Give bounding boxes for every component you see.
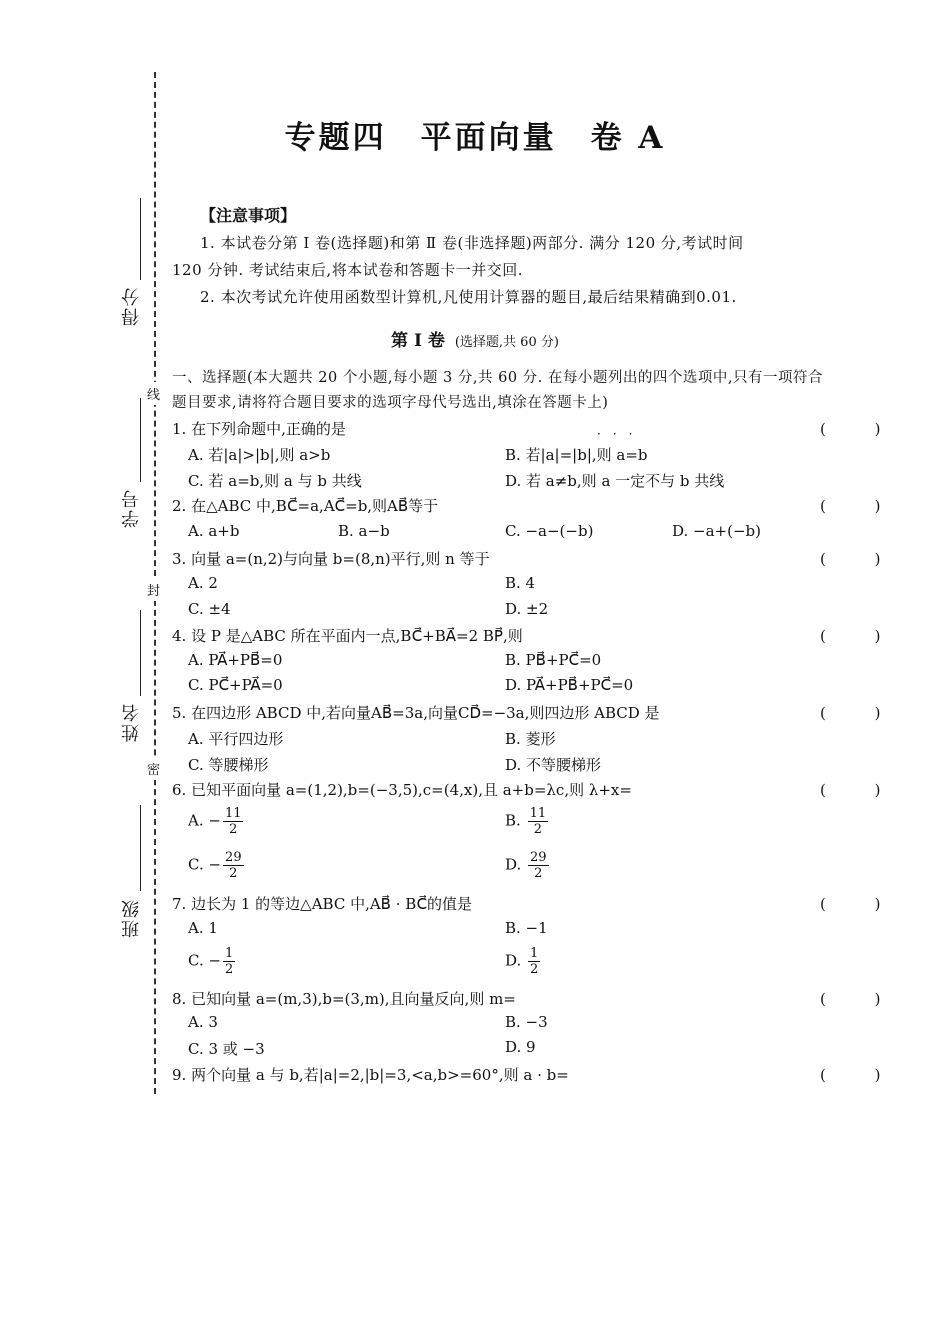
q3-option-b: B. 4 bbox=[505, 574, 536, 592]
q4-stem: 4. 设 P 是△ABC 所在平面内一点,BC⃗+BA⃗=2 BP⃗,则 bbox=[172, 627, 523, 645]
q3-stem: 3. 向量 a=(n,2)与向量 b=(8,n)平行,则 n 等于 bbox=[172, 550, 490, 568]
q6-option-d-prefix: D. bbox=[505, 855, 527, 874]
q7-option-d-prefix: D. bbox=[505, 951, 527, 970]
q6-d-numerator: 29 bbox=[530, 850, 547, 865]
q4-option-b: B. PB⃗+PC⃗=0 bbox=[505, 651, 602, 669]
q3-option-d: D. ±2 bbox=[505, 600, 549, 618]
q6-option-b-prefix: B. bbox=[505, 811, 526, 830]
q7-stem: 7. 边长为 1 的等边△ABC 中,AB⃗ · BC⃗的值是 bbox=[172, 895, 473, 913]
q2-option-c: C. −a−(−b) bbox=[505, 522, 594, 540]
q8-stem: 8. 已知向量 a=(m,3),b=(3,m),且向量反向,则 m= bbox=[172, 990, 516, 1008]
q3-answer-paren: ( ) bbox=[820, 550, 903, 568]
q5-option-d: D. 不等腰梯形 bbox=[505, 756, 602, 774]
section-title: 第 Ⅰ 卷 bbox=[391, 331, 445, 351]
q8-option-d: D. 9 bbox=[505, 1038, 536, 1056]
q1-option-b: B. 若|a|=|b|,则 a=b bbox=[505, 446, 648, 464]
q3-option-a: A. 2 bbox=[188, 574, 218, 592]
q8-option-b: B. −3 bbox=[505, 1013, 548, 1031]
notice-line-3: 2. 本次考试允许使用函数型计算机,凡使用计算器的题目,最后结果精确到0.01. bbox=[200, 288, 737, 306]
q7-option-a: A. 1 bbox=[188, 919, 218, 937]
q6-option-a-fraction bbox=[223, 806, 244, 837]
q6-a-denominator: 2 bbox=[229, 822, 238, 837]
q6-c-denominator: 2 bbox=[229, 866, 238, 881]
q5-option-b: B. 菱形 bbox=[505, 730, 556, 748]
q2-option-b: B. a−b bbox=[338, 522, 390, 540]
page-title: 专题四 平面向量 卷 A bbox=[284, 120, 666, 156]
class-label: 班级 bbox=[121, 898, 142, 938]
q8-option-c: C. 3 或 −3 bbox=[188, 1040, 265, 1058]
q4-option-d: D. PA⃗+PB⃗+PC⃗=0 bbox=[505, 676, 634, 694]
q2-stem: 2. 在△ABC 中,BC⃗=a,AC⃗=b,则AB⃗等于 bbox=[172, 497, 439, 515]
q6-answer-paren: ( ) bbox=[820, 781, 903, 799]
q7-c-denominator: 2 bbox=[225, 962, 234, 977]
q6-option-d bbox=[505, 850, 549, 881]
class-blank bbox=[140, 805, 141, 891]
q6-stem: 6. 已知平面向量 a=(1,2),b=(−3,5),c=(4,x),且 a+b=λc,则 λ+x= bbox=[172, 781, 632, 799]
q1-stem: 1. 在下列命题中,正确的是 bbox=[172, 420, 346, 438]
name-label: 姓名 bbox=[121, 702, 142, 742]
q1-option-d: D. 若 a≠b,则 a 一定不与 b 共线 bbox=[505, 472, 725, 490]
q6-d-denominator: 2 bbox=[534, 866, 543, 881]
score-blank bbox=[140, 198, 141, 280]
q2-answer-paren: ( ) bbox=[820, 497, 903, 515]
q9-stem: 9. 两个向量 a 与 b,若|a|=2,|b|=3,<a,b>=60°,则 a · b= bbox=[172, 1066, 569, 1084]
q7-answer-paren: ( ) bbox=[820, 895, 903, 913]
q4-option-c: C. PC⃗+PA⃗=0 bbox=[188, 676, 283, 694]
q5-option-a: A. 平行四边形 bbox=[188, 730, 284, 748]
q6-option-c bbox=[188, 850, 244, 881]
q1-answer-paren: ( ) bbox=[820, 420, 903, 438]
q6-option-a-prefix: A. − bbox=[188, 811, 221, 830]
q5-option-c: C. 等腰梯形 bbox=[188, 756, 269, 774]
q6-c-numerator: 29 bbox=[225, 850, 242, 865]
q7-option-c-fraction bbox=[223, 946, 235, 977]
q7-option-c-prefix: C. − bbox=[188, 951, 222, 970]
part-intro-line-2: 题目要求,请将符合题目要求的选项字母代号选出,填涂在答题卡上) bbox=[172, 395, 609, 411]
score-label: 得分 bbox=[121, 286, 142, 326]
q7-d-denominator: 2 bbox=[530, 962, 539, 977]
q8-option-a: A. 3 bbox=[188, 1013, 218, 1031]
section-heading bbox=[0, 326, 950, 351]
q7-d-numerator: 1 bbox=[530, 946, 539, 961]
section-subtitle: (选择题,共 60 分) bbox=[454, 335, 559, 350]
name-blank bbox=[140, 610, 141, 696]
q7-option-b: B. −1 bbox=[505, 919, 548, 937]
q6-b-denominator: 2 bbox=[533, 822, 542, 837]
q6-option-d-fraction bbox=[528, 850, 549, 881]
q2-option-d: D. −a+(−b) bbox=[672, 522, 761, 540]
q6-option-a bbox=[188, 806, 243, 837]
seal-mi-mark: 密 bbox=[147, 757, 160, 780]
q3-option-c: C. ±4 bbox=[188, 600, 231, 618]
q1-option-c: C. 若 a=b,则 a 与 b 共线 bbox=[188, 472, 362, 490]
q6-option-c-fraction bbox=[223, 850, 244, 881]
q6-a-numerator: 11 bbox=[224, 806, 242, 821]
q6-option-b-fraction bbox=[528, 806, 549, 837]
q5-answer-paren: ( ) bbox=[820, 704, 903, 722]
notice-heading: 【注意事项】 bbox=[200, 206, 297, 225]
student-no-blank bbox=[140, 398, 141, 482]
q6-option-b bbox=[505, 806, 548, 837]
q7-option-c bbox=[188, 946, 235, 977]
q7-option-d bbox=[505, 946, 540, 977]
student-no-label: 学号 bbox=[121, 488, 142, 528]
q2-option-a: A. a+b bbox=[188, 522, 240, 540]
emphasis-dots: ··· bbox=[597, 427, 645, 441]
part-intro-line-1: 一、选择题(本大题共 20 个小题,每小题 3 分,共 60 分. 在每小题列出的四个选项中,只有一项符合 bbox=[172, 370, 823, 386]
q1-option-a: A. 若|a|>|b|,则 a>b bbox=[188, 446, 331, 464]
q6-option-c-prefix: C. − bbox=[188, 855, 222, 874]
q6-b-numerator: 11 bbox=[529, 806, 547, 821]
q4-answer-paren: ( ) bbox=[820, 627, 903, 645]
seal-line-mark: 线 bbox=[147, 382, 160, 405]
q4-option-a: A. PA⃗+PB⃗=0 bbox=[188, 651, 283, 669]
q5-stem: 5. 在四边形 ABCD 中,若向量AB⃗=3a,向量CD⃗=−3a,则四边形 ABCD 是 bbox=[172, 704, 660, 722]
notice-line-2: 120 分钟. 考试结束后,将本试卷和答题卡一并交回. bbox=[172, 261, 523, 279]
q7-c-numerator: 1 bbox=[225, 946, 234, 961]
q7-option-d-fraction bbox=[528, 946, 540, 977]
notice-line-1: 1. 本试卷分第 Ⅰ 卷(选择题)和第 Ⅱ 卷(非选择题)两部分. 满分 120 分,考试时间 bbox=[200, 234, 744, 252]
seal-feng-mark: 封 bbox=[147, 578, 160, 601]
q8-answer-paren: ( ) bbox=[820, 990, 903, 1008]
q9-answer-paren: ( ) bbox=[820, 1066, 903, 1084]
